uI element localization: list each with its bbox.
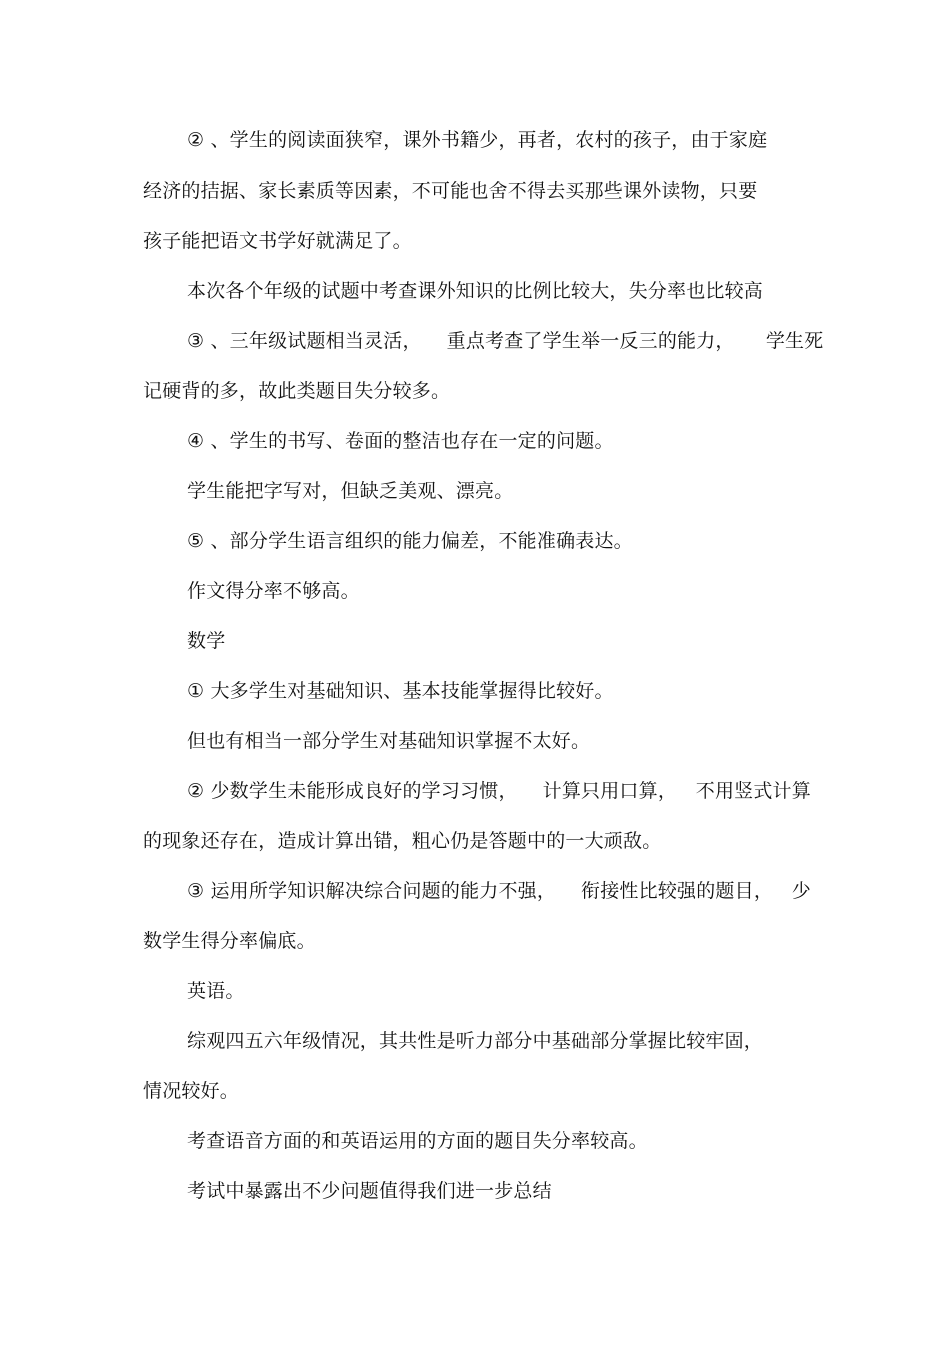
paragraph-line: 的现象还存在，造成计算出错，粗心仍是答题中的一大顽敌。 — [143, 830, 662, 852]
paragraph-line: 本次各个年级的试题中考查课外知识的比例比较大，失分率也比较高 — [187, 280, 764, 302]
paragraph-line: 孩子能把语文书学好就满足了。 — [143, 230, 412, 252]
paragraph-line: ⑤ 、部分学生语言组织的能力偏差，不能准确表达。 — [187, 530, 633, 552]
paragraph-line: 但也有相当一部分学生对基础知识掌握不太好。 — [187, 730, 591, 752]
section-heading: 英语。 — [187, 980, 245, 1002]
paragraph-line: 记硬背的多，故此类题目失分较多。 — [143, 380, 451, 402]
paragraph-line: ② 、学生的阅读面狭窄，课外书籍少，再者，农村的孩子，由于家庭 — [187, 129, 768, 151]
paragraph-line: ② 少数学生未能形成良好的学习习惯， 计算只用口算， 不用竖式计算 — [187, 780, 811, 802]
paragraph-line: 考查语音方面的和英语运用的方面的题目失分率较高。 — [187, 1130, 648, 1152]
paragraph-line: 数学生得分率偏底。 — [143, 930, 316, 952]
paragraph-line: 作文得分率不够高。 — [187, 580, 360, 602]
paragraph-line: 考试中暴露出不少问题值得我们进一步总结 — [187, 1180, 552, 1202]
paragraph-line: ③ 运用所学知识解决综合问题的能力不强， 衔接性比较强的题目， 少 — [187, 880, 811, 902]
paragraph-line: 经济的拮据、家长素质等因素，不可能也舍不得去买那些课外读物，只要 — [143, 180, 758, 202]
paragraph-line: ① 大多学生对基础知识、基本技能掌握得比较好。 — [187, 680, 614, 702]
paragraph-line: ④ 、学生的书写、卷面的整洁也存在一定的问题。 — [187, 430, 614, 452]
paragraph-line: 综观四五六年级情况，其共性是听力部分中基础部分掌握比较牢固， — [187, 1030, 764, 1052]
section-heading: 数学 — [187, 630, 226, 652]
paragraph-line: ③ 、三年级试题相当灵活， 重点考查了学生举一反三的能力， 学生死 — [187, 330, 824, 352]
paragraph-line: 情况较好。 — [143, 1080, 240, 1102]
paragraph-line: 学生能把字写对，但缺乏美观、漂亮。 — [187, 480, 514, 502]
